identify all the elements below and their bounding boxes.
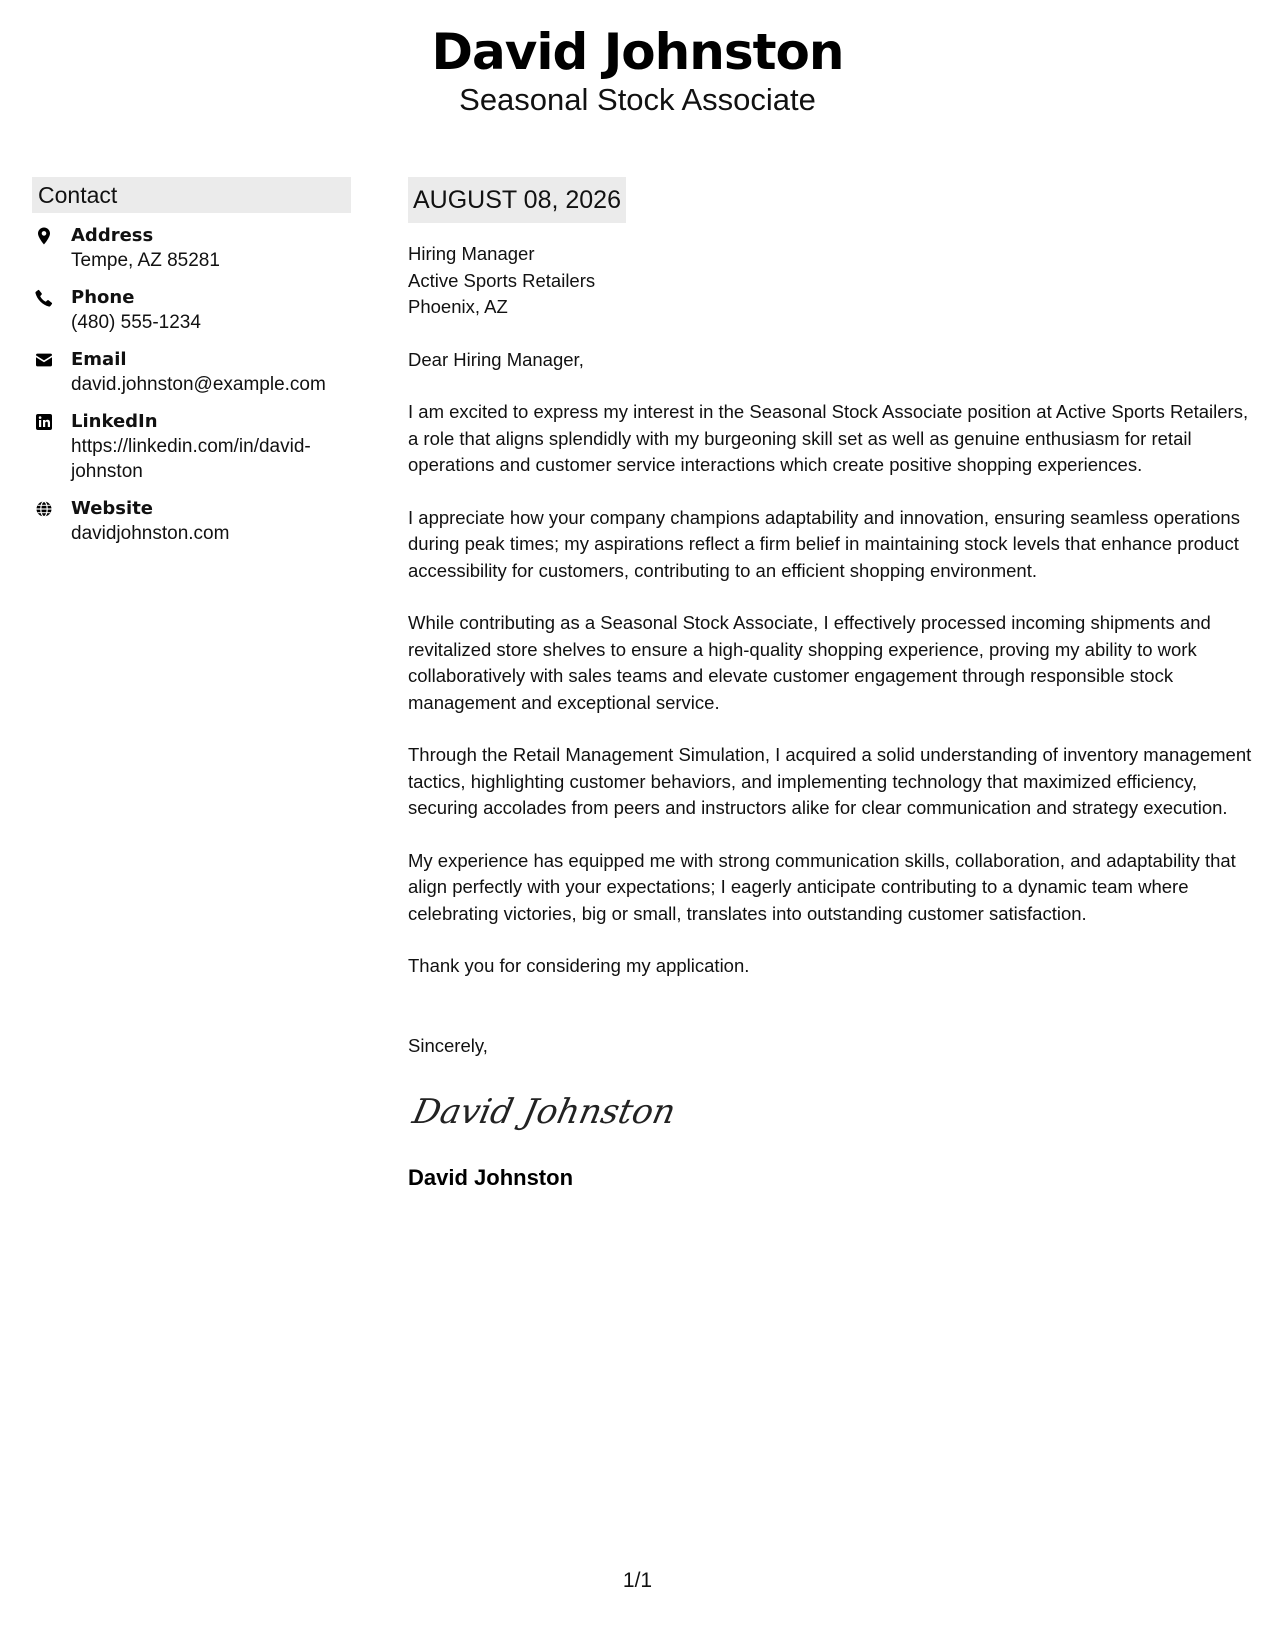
letter-body bbox=[408, 177, 1253, 1193]
contact-value: david.johnston@example.com bbox=[71, 374, 326, 395]
signed-name: David Johnston bbox=[408, 1165, 574, 1190]
contact-heading: Contact bbox=[32, 177, 351, 213]
recipient-line: Hiring Manager bbox=[408, 243, 535, 264]
contact-value[interactable]: davidjohnston.com bbox=[71, 523, 230, 544]
contact-linkedin bbox=[32, 409, 351, 484]
contact-sidebar bbox=[32, 177, 351, 558]
letter-paragraph: I appreciate how your company champions adaptability and innovation, ensuring seamless operations during peak times; my aspirations reflect a firm belief in maintaining stock levels that enhance product accessibility for customers, contributing to an efficient shopping environment. bbox=[408, 506, 1240, 581]
letter-paragraph: While contributing as a Seasonal Stock Associate, I effectively processed incoming shipments and revitalized store shelves to ensure a high-quality shopping experience, proving my ability to work collaboratively with sales teams and elevate customer engagement through responsible stock management and exceptional service. bbox=[408, 612, 1211, 713]
phone-icon bbox=[34, 288, 54, 308]
letter-paragraph: Through the Retail Management Simulation, I acquired a solid understanding of inventory management tactics, highlighting customer behaviors, and implementing technology that maximized efficiency, securing accolades from peers and instructors alike for clear communication and strategy execution. bbox=[408, 744, 1252, 818]
contact-label: Address bbox=[71, 225, 154, 246]
closing: Sincerely, bbox=[408, 1034, 488, 1056]
contact-value: (480) 555-1234 bbox=[71, 312, 201, 333]
salutation: Dear Hiring Manager, bbox=[408, 348, 584, 370]
letter-paragraph: I am excited to express my interest in the Seasonal Stock Associate position at Active Sports Retailers, a role that aligns splendidly with my burgeoning skill set as well as genuine enthusiasm for retail operations and customer service interactions which create positive shopping experiences. bbox=[408, 401, 1249, 475]
letter-date: AUGUST 08, 2026 bbox=[408, 177, 626, 223]
contact-email bbox=[32, 347, 351, 397]
contact-value[interactable]: https://linkedin.com/in/david-johnston bbox=[71, 436, 311, 482]
contact-value: Tempe, AZ 85281 bbox=[71, 250, 220, 271]
recipient-block bbox=[408, 241, 1253, 321]
contact-address bbox=[32, 223, 351, 273]
letter-paragraph: My experience has equipped me with strong communication skills, collaboration, and adaptability that align perfectly with your expectations; I eagerly anticipate contributing to a dynamic team where celebrating victories, big or small, translates into outstanding customer satisfaction. bbox=[408, 849, 1236, 924]
contact-website bbox=[32, 496, 351, 546]
recipient-line: Phoenix, AZ bbox=[408, 296, 508, 317]
header bbox=[0, 22, 1275, 118]
contact-label: LinkedIn bbox=[71, 411, 158, 432]
page-number: 1/1 bbox=[622, 1569, 653, 1592]
map-pin-icon bbox=[34, 226, 54, 246]
contact-label: Website bbox=[71, 498, 154, 519]
linkedin-icon bbox=[34, 412, 54, 432]
contact-label: Email bbox=[71, 349, 127, 370]
envelope-icon bbox=[34, 350, 54, 370]
handwritten-signature bbox=[409, 1081, 680, 1151]
signature-text: David Johnston bbox=[409, 1092, 680, 1132]
contact-phone bbox=[32, 285, 351, 335]
applicant-title: Seasonal Stock Associate bbox=[459, 82, 816, 117]
letter-paragraph: Thank you for considering my application. bbox=[408, 955, 750, 976]
contact-label: Phone bbox=[71, 287, 135, 308]
recipient-line: Active Sports Retailers bbox=[408, 269, 596, 291]
applicant-name: David Johnston bbox=[431, 23, 844, 81]
globe-icon bbox=[34, 499, 54, 519]
